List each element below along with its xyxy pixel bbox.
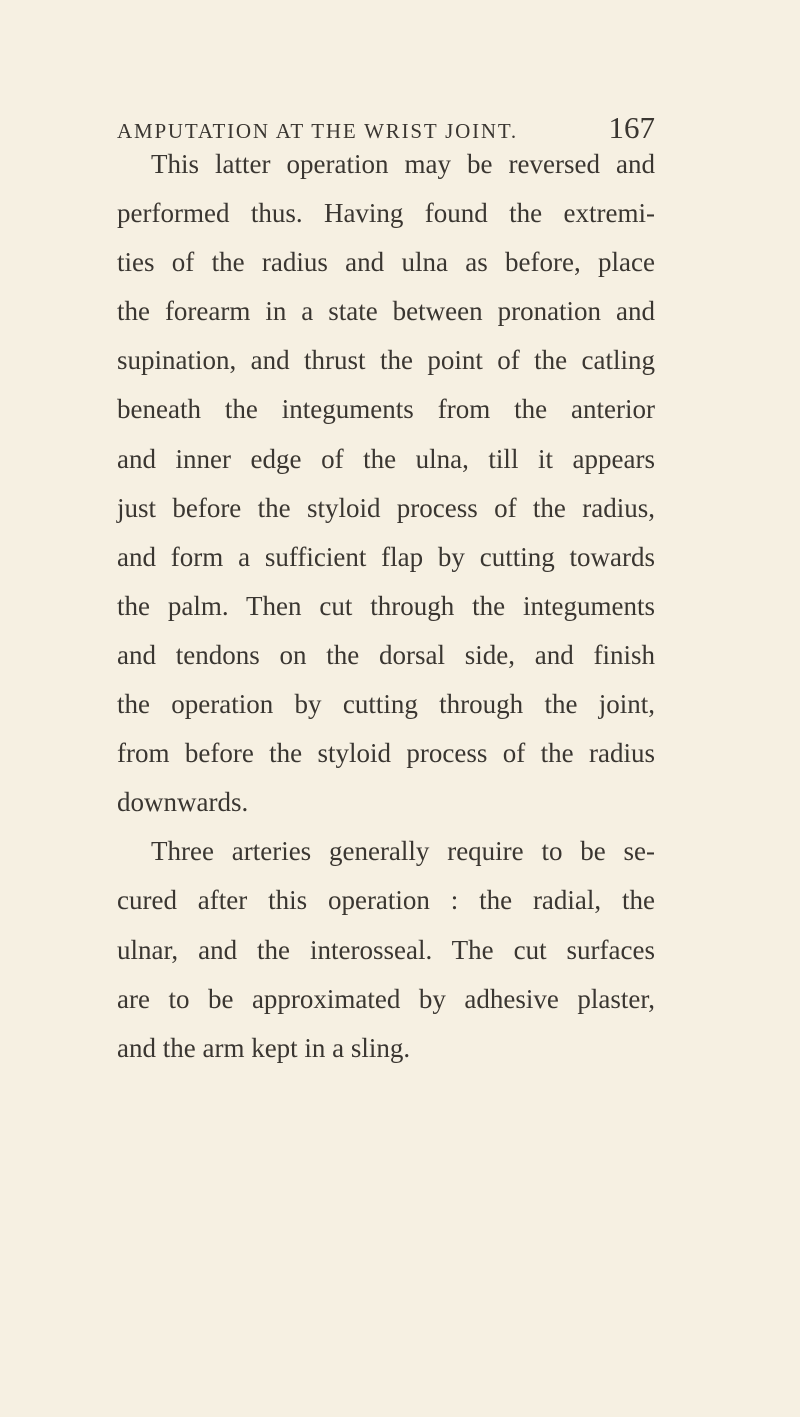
text-line: and tendons on the dorsal side, and finish: [117, 639, 655, 670]
text-line: and form a sufficient flap by cutting towards: [117, 541, 655, 572]
page-number: 167: [608, 110, 655, 145]
text-line: ulnar, and the interosseal. The cut surfaces: [117, 934, 655, 965]
text-line: the forearm in a state between pronation and: [117, 296, 655, 327]
text-line: the operation by cutting through the joint,: [117, 689, 655, 720]
text-line: Three arteries generally require to be se-: [151, 836, 655, 867]
text-line: and inner edge of the ulna, till it appears: [117, 443, 655, 474]
text-line: downwards.: [117, 787, 249, 818]
text-line: from before the styloid process of the radius: [117, 738, 655, 769]
text-line: performed thus. Having found the extremi-: [117, 198, 655, 229]
text-line: ties of the radius and ulna as before, place: [117, 247, 655, 278]
text-line: the palm. Then cut through the integuments: [117, 590, 655, 621]
text-line: beneath the integuments from the anterior: [117, 394, 655, 425]
text-line: and the arm kept in a sling.: [117, 1032, 411, 1063]
running-title: AMPUTATION AT THE WRIST JOINT.: [117, 119, 518, 143]
body-text: [117, 140, 655, 1073]
text-line: are to be approximated by adhesive plaster,: [117, 983, 655, 1014]
text-line: supination, and thrust the point of the catling: [117, 345, 655, 376]
text-line: just before the styloid process of the radius,: [117, 492, 655, 523]
text-line: This latter operation may be reversed and: [151, 149, 655, 179]
text-line: cured after this operation : the radial, the: [117, 885, 655, 916]
